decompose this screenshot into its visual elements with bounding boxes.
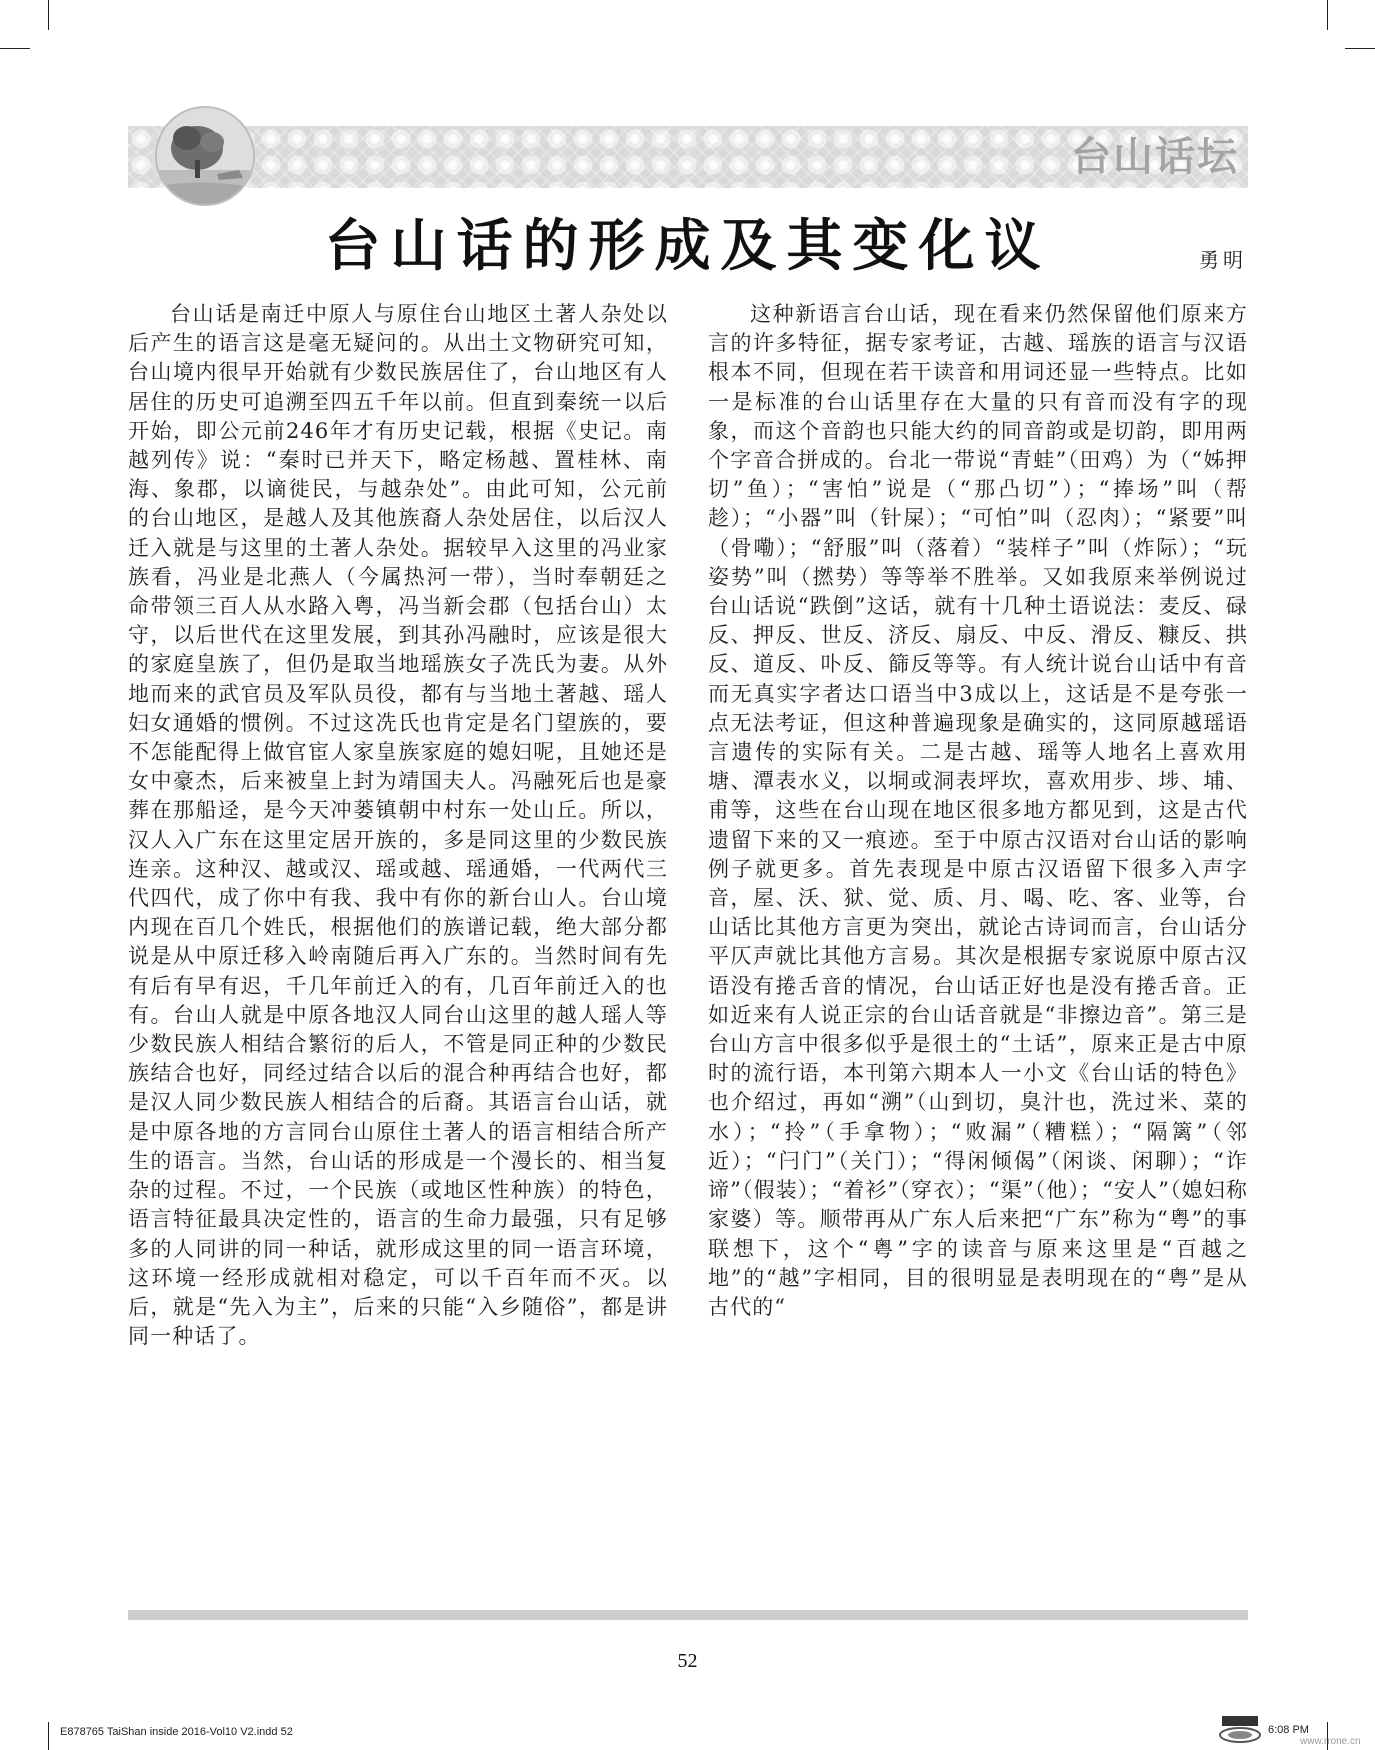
watermark-url: www.rrone.cn bbox=[1300, 1736, 1361, 1747]
article-author: 勇明 bbox=[1199, 248, 1247, 272]
crop-mark bbox=[48, 0, 49, 30]
page-number: 52 bbox=[677, 1650, 698, 1672]
print-file-info: E878765 TaiShan inside 2016-Vol10 V2.indd 52 bbox=[60, 1726, 293, 1738]
crop-mark bbox=[1327, 0, 1328, 30]
watermark-logo-icon bbox=[1218, 1714, 1262, 1744]
print-time: 6:08 PM bbox=[1268, 1724, 1309, 1736]
section-label: 台山话坛 bbox=[1071, 134, 1239, 180]
body-text-right-column: 这种新语言台山话，现在看来仍然保留他们原来方言的许多特征，据专家考证，古越、瑶族的语言与汉语根本不同，但现在若干读音和用词还显一些特点。比如一是标准的台山话里存在大量的只有音而没有字的现象，而这个音韵也只能大约的同音韵或是切韵，即用两个字音合拼成的。台北一带说“青蛙”（田鸡）为（“姊押切”鱼）；“害怕”说是（“那凸切”）；“捧场”叫（帮趁）；“小器”叫（针屎）；“可怕”叫（忍肉）；“紧要”叫（骨嘞）；“舒服”叫（落着）“装样子”叫（炸际）；“玩姿势”叫（撚势）等等举不胜举。又如我原来举例说过台山话说“跌倒”这话，就有十几种土语说法：麦反、碌反、押反、世反、济反、扇反、中反、滑反、糠反、拱反、道反、卟反、篩反等等。有人统计说台山话中有音而无真实字者达口语当中3成以上，这话是不是夸张一点无法考证，但这种普遍现象是确实的，这同原越瑶语言遗传的实际有关。二是古越、瑶等人地名上喜欢用塘、潭表水义，以垌或洞表坪坎，喜欢用步、埗、埔、甫等，这些在台山现在地区很多地方都见到，这是古代遗留下来的又一痕迹。至于中原古汉语对台山话的影响例子就更多。首先表现是中原古汉语留下很多入声字音，屋、沃、狱、觉、质、月、喝、吃、客、业等，台山话比其他方言更为突出，就论古诗词而言，台山话分平仄声就比其他方言易。其次是根据专家说原中原古汉语没有捲舌音的情况，台山话正好也是没有捲舌音。正如近来有人说正宗的台山话音就是“非擦边音”。第三是台山方言中很多似乎是很土的“土话”，原来正是古中原时的流行语，本刊第六期本人一小文《台山话的特色》也介绍过，再如“溯”（山到切，臭汁也，洗过米、菜的水）；“拎”（手拿物）；“败漏”（糟糕）；“隔篱”（邻近）；“闩门”（关门）；“得闲倾偈”（闲谈、闲聊）；“诈谛”（假装）；“着衫”（穿衣）；“渠”（他）；“安人”（媳妇称家婆）等。顺带再从广东人后来把“广东”称为“粤”的事联想下，这个“粤”字的读音与原来这里是“百越之地”的“越”字相同，目的很明显是表明现在的“粤”是从古代的“ bbox=[708, 302, 1248, 1319]
article-title: 台山话的形成及其变化议 bbox=[324, 214, 1051, 279]
bottom-rule bbox=[128, 1610, 1248, 1620]
body-text-left-column: 台山话是南迁中原人与原住台山地区土著人杂处以后产生的语言这是毫无疑问的。从出土文物研究可知，台山境内很早开始就有少数民族居住了，台山地区有人居住的历史可追溯至四五千年以前。但直到秦统一以后开始，即公元前246年才有历史记载，根据《史记。南越列传》说：“秦时已并天下，略定杨越、置桂林、南海、象郡，以谪徙民，与越杂处”。由此可知，公元前的台山地区，是越人及其他族裔人杂处居住，以后汉人迁入就是与这里的土著人杂处。据较早入这里的冯业家族看，冯业是北燕人（今属热河一带），当时奉朝廷之命带领三百人从水路入粤，冯当新会郡（包括台山）太守，以后世代在这里发展，到其孙冯融时，应该是很大的家庭皇族了，但仍是取当地瑶族女子冼氏为妻。从外地而来的武官员及军队员役，都有与当地土著越、瑶人妇女通婚的惯例。不过这冼氏也肯定是名门望族的，要不怎能配得上做官宦人家皇族家庭的媳妇呢，且她还是女中豪杰，后来被皇上封为靖国夫人。冯融死后也是豪葬在那船迳，是今天冲蒌镇朝中村东一处山丘。所以，汉人入广东在这里定居开族的，多是同这里的少数民族连亲。这种汉、越或汉、瑶或越、瑶通婚，一代两代三代四代，成了你中有我、我中有你的新台山人。台山境内现在百几个姓氏，根据他们的族谱记载，绝大部分都说是从中原迁移入岭南随后再入广东的。当然时间有先有后有早有迟，千几年前迁入的有，几百年前迁入的也有。台山人就是中原各地汉人同台山这里的越人瑶人等少数民族人相结合繁衍的后人，不管是同正种的少数民族结合也好，同经过结合以后的混合种再结合也好，都是汉人同少数民族人相结合的后裔。其语言台山话，就是中原各地的方言同台山原住土著人的语言相结合所产生的语言。当然，台山话的形成是一个漫长的、相当复杂的过程。不过，一个民族（或地区性种族）的特色，语言特征最具决定性的，语言的生命力最强，只有足够多的人同讲的同一种话，就形成这里的同一语言环境，这环境一经形成就相对稳定，可以千百年而不灭。以后，就是“先入为主”，后来的只能“入乡随俗”，都是讲同一种话了。 bbox=[128, 302, 668, 1349]
crop-mark bbox=[0, 48, 30, 49]
landscape-emblem bbox=[155, 106, 255, 206]
crop-mark bbox=[1345, 48, 1375, 49]
crop-mark bbox=[48, 1722, 49, 1750]
